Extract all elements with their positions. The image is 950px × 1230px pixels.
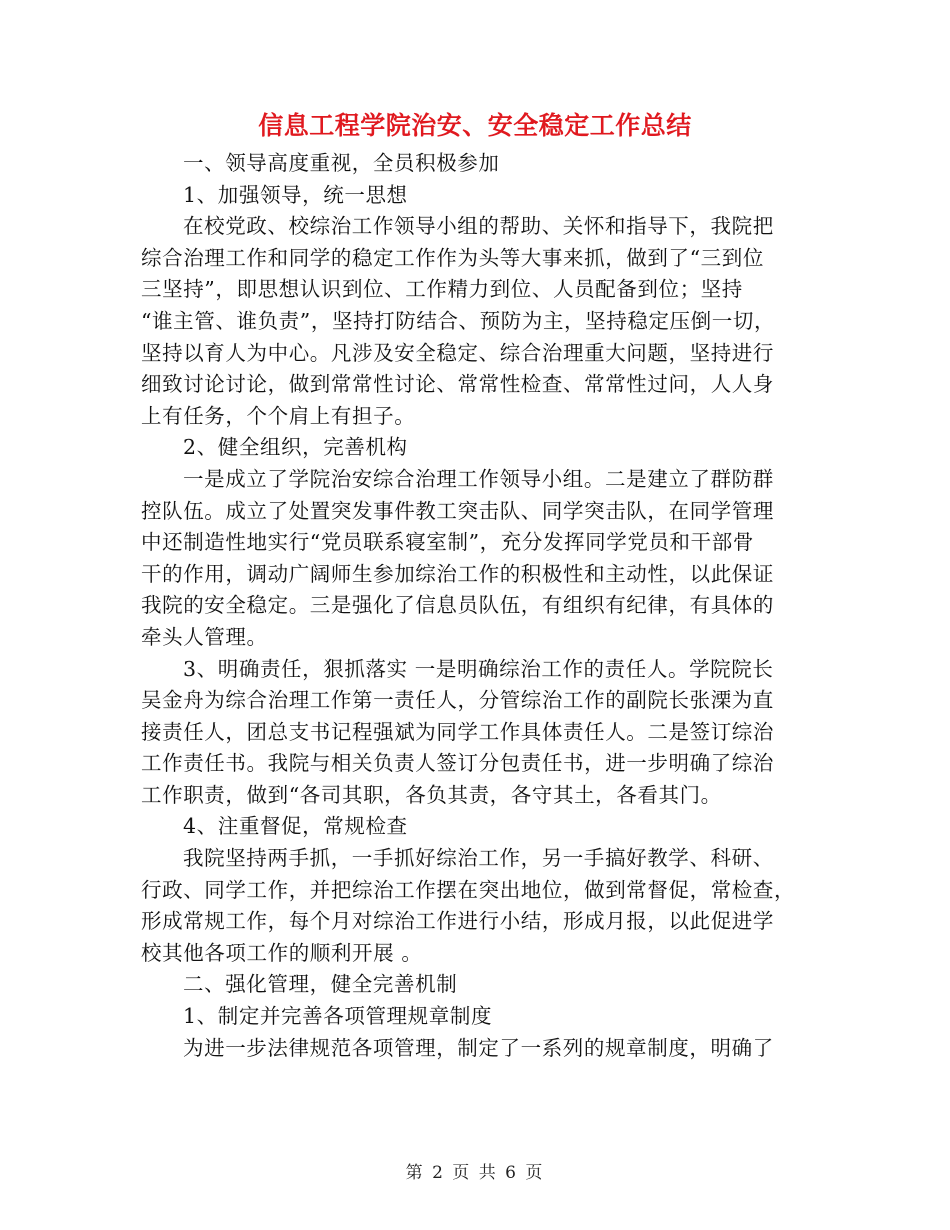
paragraph-line: 我院的安全稳定。三是强化了信息员队伍，有组织有纪律，有具体的 — [141, 593, 774, 618]
paragraph-line: 为进一步法律规范各项管理，制定了一系列的规章制度，明确了 — [183, 1035, 774, 1060]
paragraph-line: 吴金舟为综合治理工作第一责任人，分管综治工作的副院长张溧为直 — [141, 688, 774, 713]
paragraph-line: 接责任人，团总支书记程强斌为同学工作具体责任人。二是签订综治 — [141, 719, 774, 744]
paragraph-line: 牵头人管理。 — [141, 624, 268, 649]
paragraph-line: 校其他各项工作的顺利开展 。 — [141, 940, 423, 965]
subheading-1-2: 2、健全组织，完善机构 — [183, 435, 408, 460]
paragraph-line: 上有任务，个个肩上有担子。 — [141, 403, 416, 428]
paragraph-line: 我院坚持两手抓，一手抓好综治工作，另一手搞好教学、科研、 — [183, 846, 774, 871]
paragraph-line: 工作责任书。我院与相关负责人签订分包责任书，进一步明确了综治 — [141, 751, 774, 776]
paragraph-line: 坚持以育人为中心。凡涉及安全稳定、综合治理重大问题，坚持进行 — [141, 340, 774, 365]
paragraph-line: 行政、同学工作，并把综治工作摆在突出地位，做到常督促，常检查， — [141, 877, 796, 902]
subheading-1-4: 4、注重督促，常规检查 — [183, 814, 408, 839]
paragraph-line: “谁主管、谁负责”，坚持打防结合、预防为主，坚持稳定压倒一切， — [141, 308, 776, 333]
section-heading-1: 一、领导高度重视，全员积极参加 — [183, 151, 500, 175]
paragraph-line: 一是成立了学院治安综合治理工作领导小组。二是建立了群防群 — [183, 466, 774, 491]
paragraph-line: 细致讨论讨论，做到常常性讨论、常常性检查、常常性过问，人人身 — [141, 372, 774, 397]
paragraph-line: 中还制造性地实行“党员联系寝室制”，充分发挥同学党员和干部骨 — [141, 530, 754, 555]
paragraph-line: 在校党政、校综治工作领导小组的帮助、关怀和指导下，我院把 — [183, 214, 774, 239]
section-heading-2: 二、强化管理，健全完善机制 — [183, 972, 458, 997]
document-body — [141, 148, 801, 1064]
subheading-1-3: 3、明确责任，狠抓落实 一是明确综治工作的责任人。学院院长 — [183, 656, 774, 681]
subheading-1-1: 1、加强领导，统一思想 — [183, 182, 408, 207]
paragraph-line: 形成常规工作，每个月对综治工作进行小结，形成月报，以此促进学 — [141, 909, 774, 934]
document-title: 信息工程学院治安、安全稳定工作总结 — [258, 111, 692, 140]
paragraph-line: 控队伍。成立了处置突发事件教工突击队、同学突击队，在同学管理 — [141, 498, 774, 523]
paragraph-line: 干的作用，调动广阔师生参加综治工作的积极性和主动性，以此保证 — [141, 561, 774, 586]
page-number-footer: 第 2 页 共 6 页 — [405, 1163, 545, 1183]
paragraph-line: 三坚持”，即思想认识到位、工作精力到位、人员配备到位；坚持 — [141, 277, 743, 302]
subheading-2-1: 1、制定并完善各项管理规章制度 — [183, 1004, 493, 1029]
paragraph-line: 工作职责，做到“各司其职，各负其责，各守其土，各看其门。 — [141, 782, 722, 807]
paragraph-line: 综合治理工作和同学的稳定工作作为头等大事来抓，做到了“三到位 — [141, 245, 764, 270]
